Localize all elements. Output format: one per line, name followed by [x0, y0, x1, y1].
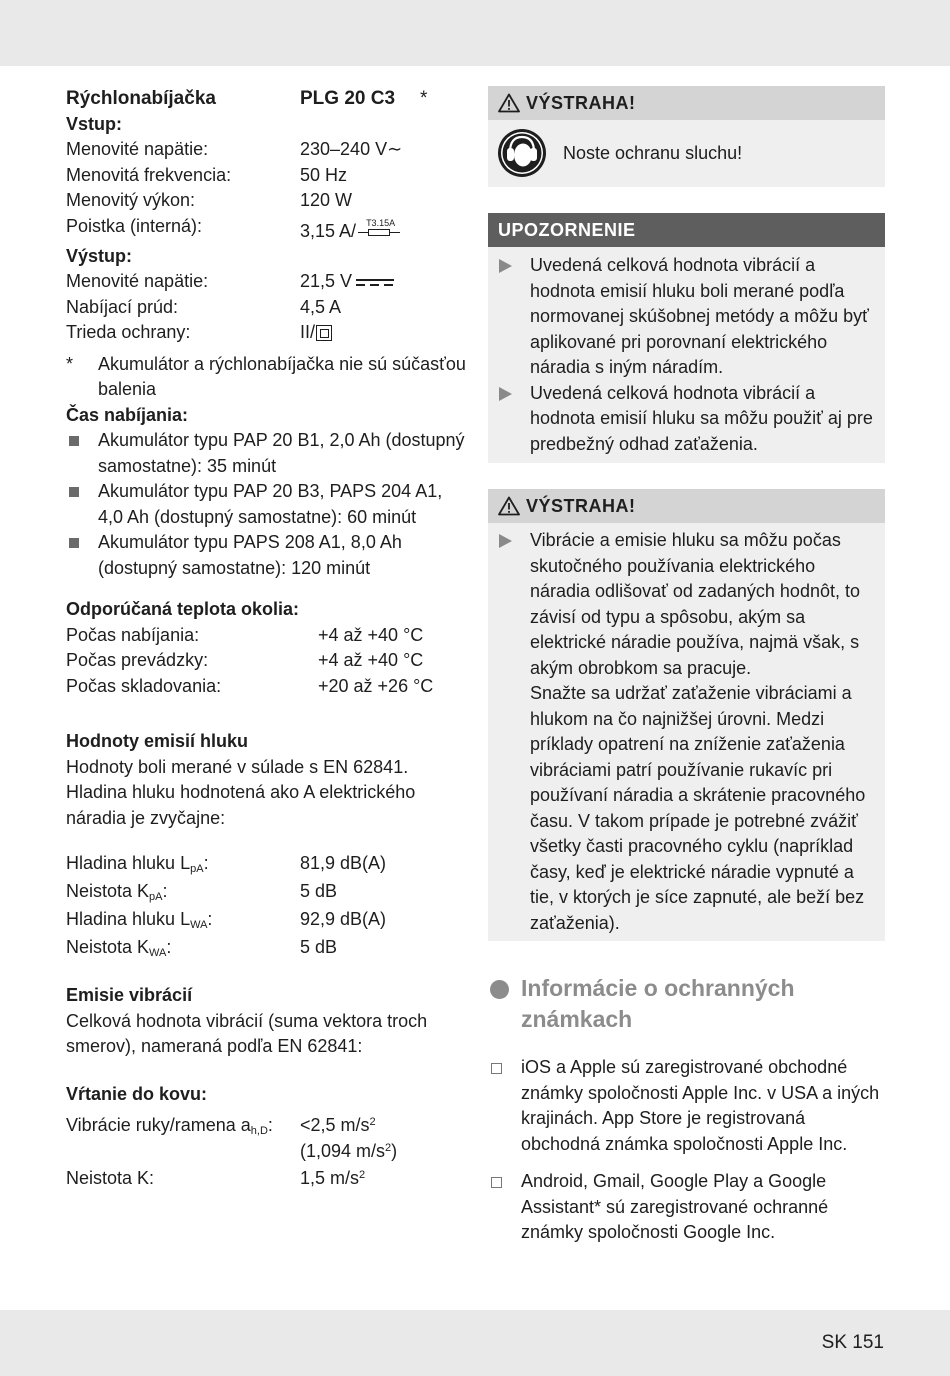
- list-item: [66, 479, 466, 530]
- vibration-value2: (1,094 m/s: [300, 1140, 386, 1161]
- drill-heading: Vŕtanie do kovu:: [66, 1083, 208, 1104]
- list-item-text: Uvedená celková hodnota vibrácií a hodnota emisií hluku boli merané podľa normovanej skúšobnej metódy a môžu byť aplikované pri porovnaní elektrického náradia s iným náradím.: [530, 255, 869, 377]
- noise-row-value: 5 dB: [300, 881, 338, 901]
- warning-header: [488, 489, 885, 523]
- temp-row-label: Počas prevádzky:: [66, 650, 209, 670]
- direct-current-icon: [356, 277, 394, 287]
- noise-rows: [66, 849, 466, 961]
- footnote: [66, 352, 466, 403]
- fuse-value-wrap: [300, 219, 400, 245]
- vibration-sub: h,D: [250, 1125, 268, 1137]
- list-item-text: Akumulátor typu PAPS 208 A1, 8,0 Ah (dostupný samostatne): 120 minút: [98, 532, 402, 578]
- charge-current-label: Nabíjací prúd:: [66, 296, 179, 317]
- fuse-value: 3,15 A/: [300, 220, 357, 241]
- vibration-heading: Emisie vibrácií: [66, 985, 193, 1005]
- noise-row-label-wrap: [66, 849, 209, 877]
- vibration-text: Celková hodnota vibrácií (suma vektora troch smerov), nameraná podľa EN 62841:: [66, 1010, 428, 1056]
- noise-row-value: 81,9 dB(A): [300, 853, 387, 873]
- output-voltage-value: 21,5 V: [300, 271, 353, 291]
- list-item: [488, 381, 885, 458]
- noise-row-label: Neistota K: [66, 937, 150, 957]
- temp-row-value: +4 až +40 °C: [318, 624, 424, 645]
- fuse-symbol-text: T3.15A: [366, 217, 396, 228]
- vibration-label-wrap: [66, 1113, 273, 1139]
- notice-box: [488, 213, 885, 463]
- warning-title: VÝSTRAHA!: [526, 496, 636, 516]
- uncertainty-value: 1,5 m/s: [300, 1168, 360, 1188]
- noise-row-label-wrap: [66, 905, 212, 933]
- protection-row: [66, 320, 466, 346]
- uncertainty-value-wrap: [300, 1166, 365, 1192]
- noise-row-label: Hladina hluku L: [66, 853, 191, 873]
- charging-heading: Čas nabíjania:: [66, 404, 189, 425]
- triangle-bullet-icon: [499, 387, 512, 401]
- warning-body: [488, 120, 885, 187]
- noise-heading: Hodnoty emisií hluku: [66, 731, 249, 751]
- hearing-protection-icon: [497, 128, 547, 178]
- device-star: *: [420, 88, 428, 109]
- footnote-text: Akumulátor a rýchlonabíjačka nie sú súčasťou balenia: [98, 353, 466, 399]
- input-row-label: Menovitý výkon:: [66, 190, 196, 210]
- protection-label: Trieda ochrany:: [66, 322, 191, 342]
- input-heading: Vstup:: [66, 113, 122, 134]
- noise-row-label-wrap: [66, 877, 168, 905]
- noise-row-label: Neistota K: [66, 881, 150, 901]
- list-item: [66, 530, 466, 581]
- fuse-row: [66, 214, 466, 244]
- uncertainty-label: Neistota K:: [66, 1168, 155, 1188]
- temp-row: [66, 623, 466, 649]
- vibration-suffix: :: [267, 1115, 273, 1135]
- notice-header: UPOZORNENIE: [488, 213, 885, 247]
- noise-row: [66, 933, 466, 961]
- temp-rows: [66, 623, 466, 700]
- noise-row-sub: WA: [190, 919, 208, 931]
- input-row: [66, 163, 466, 189]
- list-item: [488, 1169, 885, 1246]
- list-item-text: Android, Gmail, Google Play a Google Assistant* sú zaregistrované ochranné známky spoločnosti Google Inc.: [521, 1171, 829, 1242]
- device-model: PLG 20 C3: [300, 88, 396, 109]
- list-item-text: Vibrácie a emisie hluku sa môžu počas skutočného používania elektrického náradia odlišovať od zadaných hodnôt, to závisí od typu a spôsobu, akým sa elektrické náradie používa, najmä však, s akým obrobkom sa pracuje.: [530, 530, 860, 678]
- temp-row-value: +4 až +40 °C: [318, 650, 424, 670]
- list-item-text: Uvedená celková hodnota vibrácií a hodnota emisií hluku sa môžu použiť aj pre predbežný odhad zaťaženia.: [530, 382, 873, 454]
- right-column: [488, 86, 885, 1246]
- noise-row-sub: pA: [149, 891, 163, 903]
- list-item: [488, 1055, 885, 1157]
- uncertainty-row: [66, 1166, 466, 1192]
- noise-text: Hodnoty boli merané v súlade s EN 62841. Hladina hluku hodnotená ako A elektrického náradia je zvyčajne:: [66, 756, 416, 828]
- output-voltage-wrap: [300, 269, 394, 295]
- warning-box-vibration: [488, 489, 885, 941]
- notice-body: [488, 247, 885, 463]
- temp-row: [66, 674, 466, 700]
- noise-row: [66, 905, 466, 933]
- warning-triangle-icon: [498, 496, 520, 516]
- section-title: [488, 973, 885, 1035]
- bottom-band: [0, 1310, 950, 1376]
- charging-list: [66, 428, 466, 581]
- list-item-text: Akumulátor typu PAP 20 B1, 2,0 Ah (dostupný samostatne): 35 minút: [98, 430, 465, 476]
- charge-current-row: [66, 295, 466, 321]
- input-row: [66, 137, 466, 163]
- noise-row-value: 92,9 dB(A): [300, 909, 387, 929]
- fuse-label: Poistka (interná):: [66, 215, 203, 236]
- output-heading: Výstup:: [66, 245, 133, 266]
- square-bullet-icon: [69, 436, 79, 446]
- noise-row-sub: pA: [190, 863, 204, 875]
- trademark-list: [488, 1055, 885, 1246]
- input-row-value: 50 Hz: [300, 164, 348, 185]
- charge-current-value: 4,5 A: [300, 296, 342, 317]
- vibration-value2-end: ): [391, 1140, 398, 1161]
- vibration-row: [66, 1113, 466, 1139]
- temp-row-label: Počas nabíjania:: [66, 624, 200, 645]
- noise-row-value: 5 dB: [300, 937, 338, 957]
- list-item-text: Akumulátor typu PAP 20 B3, PAPS 204 A1, 4,0 Ah (dostupný samostatne): 60 minút: [98, 481, 443, 527]
- vibration-value2-sup: 2: [385, 1141, 392, 1154]
- list-item: [488, 528, 885, 681]
- noise-row-suffix: :: [207, 909, 213, 929]
- temp-row: [66, 648, 466, 674]
- input-rows: [66, 137, 466, 214]
- noise-row: [66, 877, 466, 905]
- temp-row-value: +20 až +26 °C: [318, 675, 434, 696]
- noise-row-label-wrap: [66, 933, 171, 961]
- vibration-value2-wrap: [300, 1139, 397, 1165]
- section-dot-icon: [490, 980, 509, 999]
- footnote-mark: *: [66, 353, 74, 374]
- temp-row-label: Počas skladovania:: [66, 675, 222, 696]
- warning-header: [488, 86, 885, 120]
- vibration-value: <2,5 m/s: [300, 1115, 370, 1135]
- section-title-text: Informácie o ochranných známkach: [521, 975, 795, 1032]
- protection-wrap: [300, 320, 332, 346]
- fuse-symbol-icon: [358, 217, 400, 242]
- vibration-row-2: [66, 1139, 466, 1165]
- top-band: [0, 0, 950, 66]
- input-row-value: 230–240 V∼: [300, 139, 403, 159]
- input-row-label: Menovitá frekvencia:: [66, 164, 232, 185]
- warning-box-hearing: [488, 86, 885, 187]
- temp-heading: Odporúčaná teplota okolia:: [66, 599, 300, 619]
- checkbox-bullet-icon: [491, 1063, 502, 1074]
- protection-class-ii-icon: [316, 325, 332, 341]
- warning-text: Noste ochranu sluchu!: [563, 143, 743, 163]
- triangle-bullet-icon: [499, 259, 512, 273]
- left-column: [66, 86, 466, 1192]
- warning-paragraph: Snažte sa udržať zaťaženie vibráciami a hlukom na čo najnižšej úrovni. Medzi príklady opatrení na zníženie zaťaženia vibráciami patrí používanie rukavíc pri používaní náradia a skrátenie pracovného času. V takom prípade je potrebné zvážiť všetky časti pracovného cyklu (napríklad časy, keď je elektrické náradie vypnuté a tie, v ktorých je síce zapnuté, ale beží bez zaťaženia).: [530, 683, 866, 933]
- warning-triangle-icon: [498, 93, 520, 113]
- input-row: [66, 188, 466, 214]
- protection-value: II/: [300, 322, 316, 342]
- list-item: [488, 253, 885, 381]
- noise-row: [66, 849, 466, 877]
- square-bullet-icon: [69, 538, 79, 548]
- uncertainty-value-sup: 2: [359, 1169, 366, 1181]
- noise-row-suffix: :: [203, 853, 209, 873]
- warning-title: VÝSTRAHA!: [526, 93, 636, 113]
- noise-row-suffix: :: [166, 937, 172, 957]
- list-item-text: iOS a Apple sú zaregistrované obchodné známky spoločnosti Apple Inc. v USA a iných krajinách. App Store je registrovaná obchodná známka spoločnosti Apple Inc.: [521, 1057, 880, 1154]
- triangle-bullet-icon: [499, 534, 512, 548]
- vibration-label: Vibrácie ruky/ramena a: [66, 1115, 251, 1135]
- noise-row-suffix: :: [162, 881, 168, 901]
- device-row: [66, 86, 466, 112]
- input-row-label: Menovité napätie:: [66, 139, 209, 159]
- vibration-value-sup: 2: [369, 1116, 376, 1128]
- output-voltage-row: [66, 269, 466, 295]
- square-bullet-icon: [69, 487, 79, 497]
- page-number: SK 151: [821, 1332, 884, 1353]
- output-voltage-label: Menovité napätie:: [66, 271, 209, 291]
- list-item: [66, 428, 466, 479]
- device-label: Rýchlonabíjačka: [66, 88, 216, 109]
- warning-body: [488, 523, 885, 941]
- vibration-value-wrap: [300, 1113, 376, 1139]
- input-row-value: 120 W: [300, 190, 353, 210]
- noise-row-label: Hladina hluku L: [66, 909, 191, 929]
- noise-row-sub: WA: [149, 947, 167, 959]
- checkbox-bullet-icon: [491, 1177, 502, 1188]
